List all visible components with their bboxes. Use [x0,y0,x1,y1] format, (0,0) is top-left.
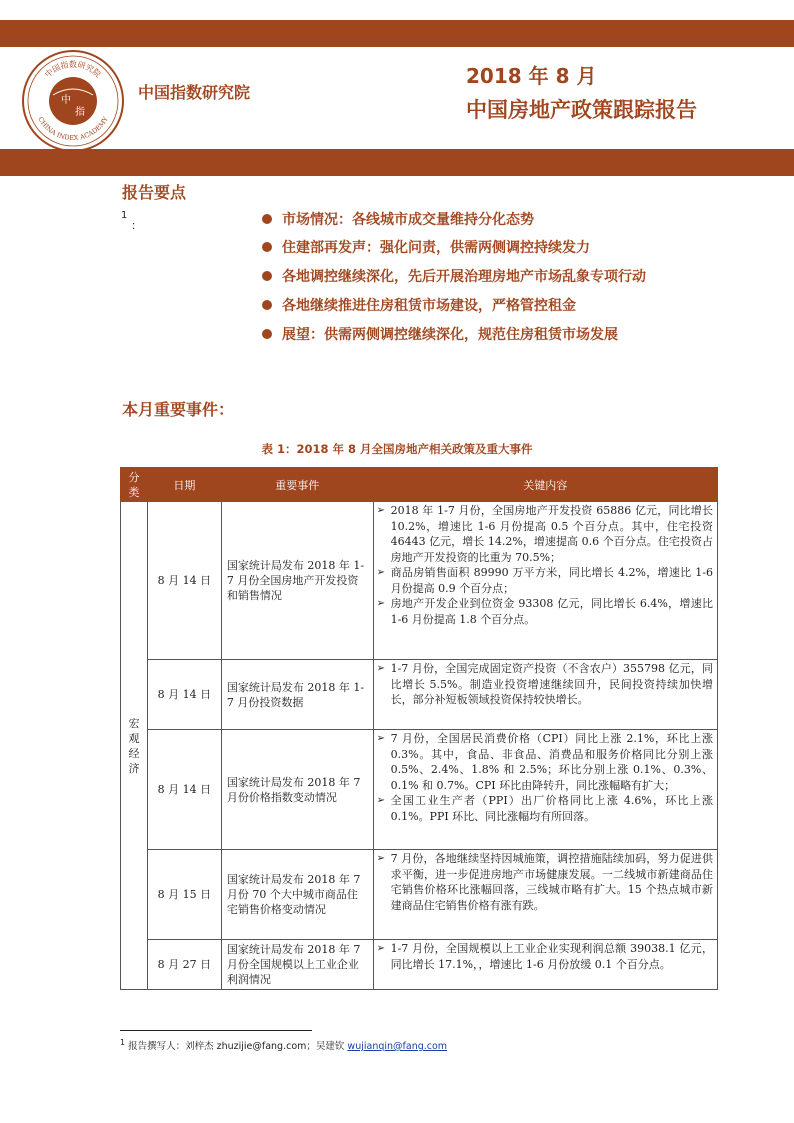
table-header-row [121,468,718,502]
logo-en-text: CHINA INDEX ACADEMY [36,115,110,143]
table-row [121,730,718,850]
summary-colon: ： [131,219,142,232]
logo-center-char-1: 中 [61,95,71,106]
bullet-dot-icon [262,300,272,310]
footnote-text: 报告撰写人：刘梓杰 zhuzijie@fang.com；吴建钦 [128,1041,345,1053]
logo-center-char-2: 指 [75,107,85,118]
summary-point [262,263,646,289]
detail-item: ➢ 7 月份，全国居民消费价格（CPI）同比上涨 2.1%，环比上涨 0.3%。其中，食品、非食品、消费品和服务价格同比分别上涨 0.5%、2.4%、1.8% 和 2.5%；环比分别上涨 0.1%、0.3%、0.1% 和 0.7%。CPI 环比由降转升，同比涨幅略有扩大； [377,731,713,793]
summary-point-text: 各地继续推进住房租赁市场建设，严格管控租金 [282,298,576,314]
china-index-academy-logo [20,48,126,154]
footnote-email-link[interactable]: wujianqin@fang.com [347,1041,448,1053]
summary-point [262,292,576,318]
event-cell: 国家统计局发布 2018 年 7 月份 70 个大中城市商品住宅销售价格变动情况 [221,850,373,940]
events-table [120,467,718,990]
events-heading: 本月重要事件： [122,400,235,419]
table-row [121,660,718,730]
detail-item: ➢ 1-7 月份，全国完成固定资产投资（不含农户）355798 亿元，同比增长 5.5%。制造业投资增速继续回升，民间投资持续加快增长，部分补短板领域投资保持较快增长。 [377,661,713,708]
footnote [120,1038,447,1052]
column-header-date: 日期 [147,468,221,502]
footnote-ref: 1 [121,210,128,221]
detail-cell [373,850,717,940]
summary-point [262,206,534,232]
bullet-dot-icon [262,242,272,252]
detail-item: ➢ 1-7 月份，全国规模以上工业企业实现利润总额 39038.1 亿元，同比增长 17.1%，，增速比 1-6 月份放缓 0.1 个百分点。 [377,941,713,972]
date-cell: 8 月 15 日 [147,850,221,940]
column-header-key-content: 关键内容 [373,468,717,502]
summary-point-text: 住建部再发声：强化问责，供需两侧调控持续发力 [282,240,590,256]
org-name: 中国指数研究院 [138,83,251,102]
event-cell: 国家统计局发布 2018 年 7 月份价格指数变动情况 [221,730,373,850]
detail-item: ➢ 全国工业生产者（PPI）出厂价格同比上涨 4.6%，环比上涨 0.1%。PPI 环比、同比涨幅均有所回落。 [377,793,713,824]
logo-cn-text: 中国指数研究院 [43,60,103,80]
event-cell: 国家统计局发布 2018 年 7 月份全国规模以上工业企业利润情况 [221,940,373,990]
detail-item: ➢ 2018 年 1-7 月份，全国房地产开发投资 65886 亿元，同比增长 10.2%，增速比 1-6 月份提高 0.5 个百分点。其中，住宅投资 46443 亿元，增长 14.2%，增速提高 0.6 个百分点。住宅投资占房地产开发投资的比重为 70.5%； [377,503,713,565]
bullet-dot-icon [262,329,272,339]
table-row [121,940,718,990]
detail-item: ➢ 商品房销售面积 89990 万平方米，同比增长 4.2%，增速比 1-6 月份提高 0.9 个百分点； [377,565,713,596]
column-header-event: 重要事件 [221,468,373,502]
date-cell: 8 月 14 日 [147,660,221,730]
detail-item: ➢ 7 月份，各地继续坚持因城施策，调控措施陆续加码，努力促进供求平衡，进一步促进房地产市场健康发展。一二线城市新建商品住宅销售价格环比涨幅回落，三线城市略有扩大。15 个热点城市新建商品住宅销售价格有涨有跌。 [377,851,713,913]
detail-item: ➢ 房地产开发企业到位资金 93308 亿元，同比增长 6.4%，增速比 1-6 月份提高 1.8 个百分点。 [377,596,713,627]
header-top-band [0,20,794,47]
table-caption: 表 1：2018 年 8 月全国房地产相关政策及重大事件 [261,442,533,456]
summary-point-text: 市场情况：各线城市成交量维持分化态势 [282,212,534,228]
detail-cell [373,940,717,990]
header-divider-band [0,149,794,176]
summary-point [262,234,590,260]
detail-cell [373,730,717,850]
report-title: 中国房地产政策跟踪报告 [466,98,697,122]
svg-text:中国指数研究院 [43,59,103,79]
detail-cell [373,660,717,730]
summary-point-text: 各地调控继续深化，先后开展治理房地产市场乱象专项行动 [282,269,646,285]
date-cell: 8 月 14 日 [147,502,221,660]
column-header-category: 分类 [121,468,148,502]
category-cell: 宏观经济 [121,502,148,990]
event-cell: 国家统计局发布 2018 年 1-7 月份全国房地产开发投资和销售情况 [221,502,373,660]
event-cell: 国家统计局发布 2018 年 1-7 月份投资数据 [221,660,373,730]
bullet-dot-icon [262,271,272,281]
footnote-number: 1 [120,1038,126,1047]
summary-point-text: 展望：供需两侧调控继续深化，规范住房租赁市场发展 [282,327,618,343]
date-cell: 8 月 14 日 [147,730,221,850]
table-row [121,850,718,940]
footnote-divider [120,1030,312,1031]
table-row [121,502,718,660]
summary-point [262,321,618,347]
report-date: 2018 年 8 月 [466,64,597,88]
bullet-dot-icon [262,214,272,224]
detail-cell [373,502,717,660]
summary-heading: 报告要点 [122,183,187,202]
date-cell: 8 月 27 日 [147,940,221,990]
